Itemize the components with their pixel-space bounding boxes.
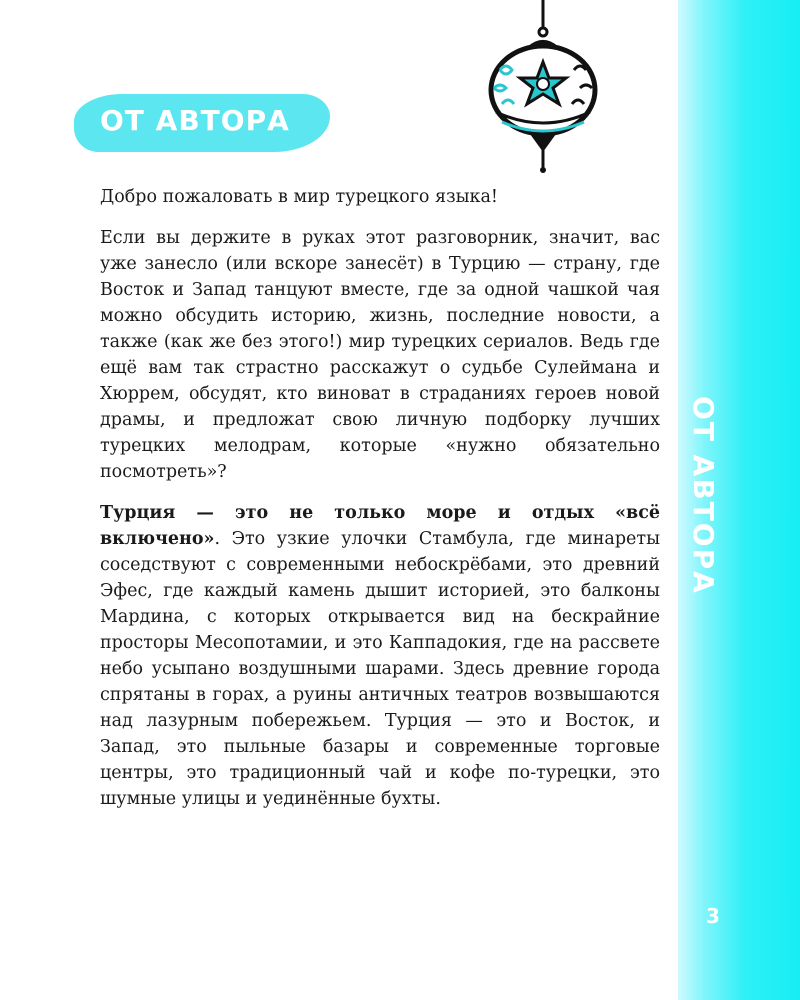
body-text bbox=[100, 184, 660, 827]
hanging-lantern-icon bbox=[478, 0, 608, 176]
paragraph-turkey-lead: Турция — это не только море и отдых «всё включено» bbox=[100, 503, 660, 549]
paragraph-turkey-body: . Это узкие улочки Стамбула, где минареты соседствуют с современными небоскрёбами, это древний Эфес, где каждый камень дышит историей, это балконы Мардина, с которых открывается вид на бескрайние просторы Месопотамии, и это Каппадокия, где на рассвете небо усыпано воздушными шарами. Здесь древние города спрятаны в горах, а руины античных театров возвышаются над лазурным побережьем. Турция — это и Восток, и Запад, это пыльные базары и современные торговые центры, это традиционный чай и кофе по-турецки, это шумные улицы и уединённые бухты. bbox=[100, 529, 660, 809]
paragraph-turkey bbox=[100, 500, 660, 812]
side-chapter-title: ОТ АВТОРА bbox=[687, 396, 720, 595]
header-label: ОТ АВТОРА bbox=[100, 104, 290, 137]
paragraph-phrasebook: Если вы держите в руках этот разговорник, значит, вас уже занесло (или вскоре занесёт) в Турцию — страну, где Восток и Запад танцуют вместе, где за одной чашкой чая можно обсудить историю, жизнь, последние новости, а также (как же без этого!) мир турецких сериалов. Ведь где ещё вам так страстно расскажут о судьбе Сулеймана и Хюррем, обсудят, кто виноват в страданиях героев новой драмы, и предложат свою личную подборку лучших турецких мелодрам, которые «нужно обязательно посмотреть»? bbox=[100, 228, 660, 482]
paragraph-welcome: Добро пожаловать в мир турецкого языка! bbox=[100, 187, 498, 207]
page-number: 3 bbox=[706, 904, 720, 928]
